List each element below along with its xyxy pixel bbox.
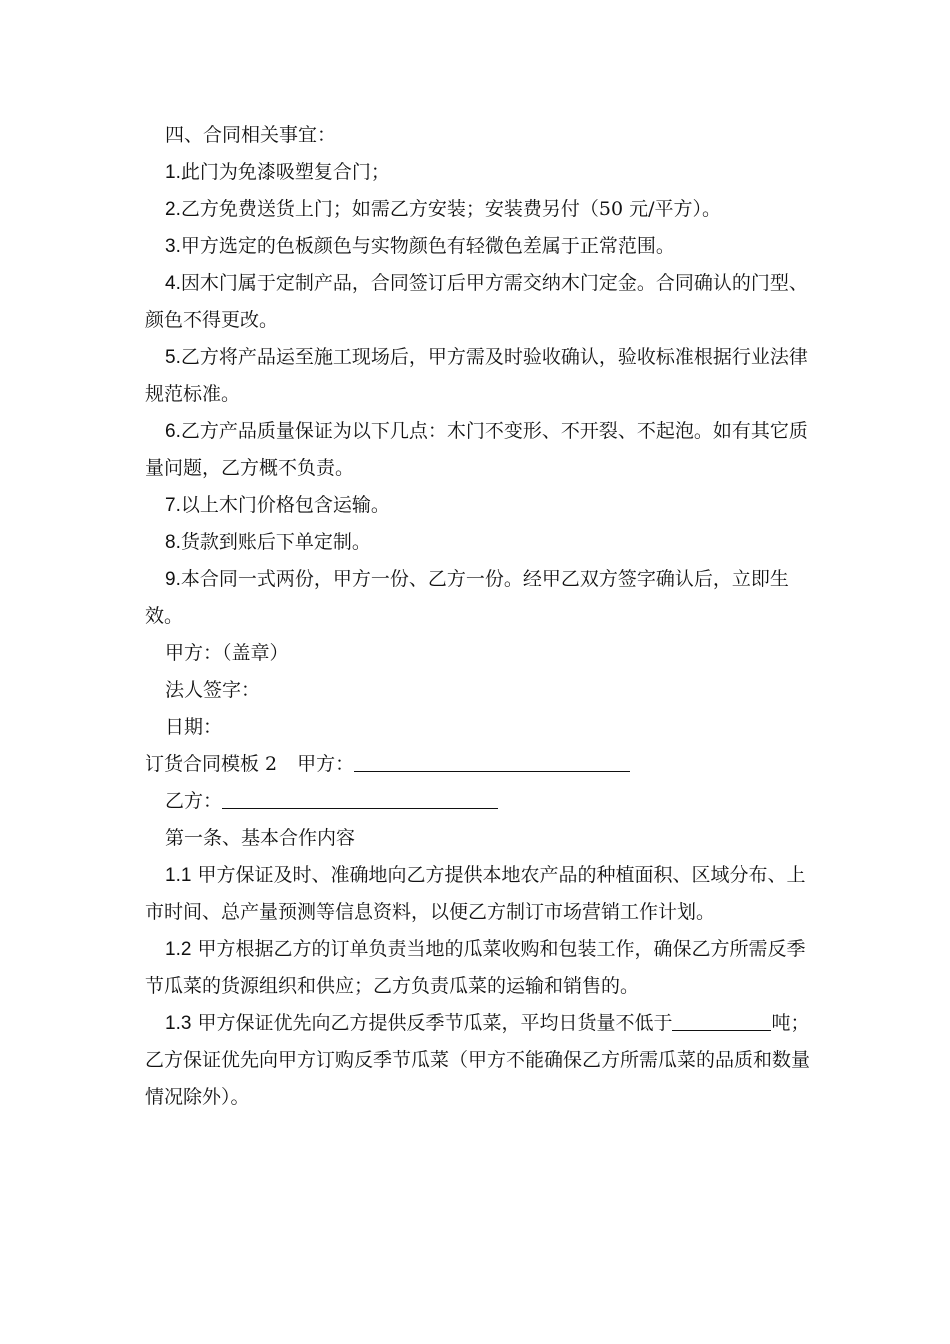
party-b-label: 乙方： — [165, 790, 223, 812]
quantity-blank — [672, 1010, 716, 1031]
legal-signature-label: 法人签字： — [165, 679, 261, 701]
date-label: 日期： — [165, 716, 223, 738]
party-b-line — [145, 783, 820, 820]
clause-item — [145, 931, 820, 1005]
list-item — [145, 154, 820, 191]
clause-number: 1.1 — [165, 865, 192, 886]
item-text: 货款到账后下单定制。 — [180, 531, 371, 553]
clause-text: 吨；乙方保证优先向甲方订购反季节瓜菜（甲方不能确保乙方所需瓜菜的品质和数量情况除外）。 — [145, 1012, 811, 1108]
item-text: 甲方选定的色板颜色与实物颜色有轻微色差属于正常范围。 — [180, 235, 675, 257]
item-text: 乙方免费送货上门；如需乙方安装；安装费另付（50 元/平方）。 — [180, 198, 721, 220]
article-heading: 第一条、基本合作内容 — [165, 827, 356, 849]
template-title: 订货合同模板 2 — [145, 753, 278, 775]
clause-number: 1.2 — [165, 939, 192, 960]
item-number: 5. — [165, 347, 181, 368]
list-item — [145, 228, 820, 265]
item-number: 8. — [165, 532, 181, 553]
section-heading: 四、合同相关事宜： — [165, 124, 337, 146]
clause-number: 1.3 — [165, 1013, 192, 1034]
quantity-blank — [716, 1010, 771, 1031]
item-number: 4. — [165, 273, 181, 294]
clause-text: 甲方保证及时、准确地向乙方提供本地农产品的种植面积、区域分布、上市时间、总产量预测等信息资料，以便乙方制订市场营销工作计划。 — [145, 864, 806, 923]
template-title-line — [145, 746, 820, 783]
item-number: 2. — [165, 199, 181, 220]
item-text: 乙方产品质量保证为以下几点：木门不变形、不开裂、不起泡。如有其它质量问题，乙方概不负责。 — [145, 420, 808, 479]
list-item — [145, 524, 820, 561]
list-item — [145, 561, 820, 635]
item-text: 此门为免漆吸塑复合门； — [180, 161, 390, 183]
party-a-blank — [354, 751, 630, 772]
document-body — [145, 117, 820, 1116]
list-item — [145, 191, 820, 228]
party-b-blank — [222, 788, 498, 809]
clause-text: 甲方保证优先向乙方提供反季节瓜菜，平均日货量不低于 — [197, 1012, 673, 1034]
item-text: 以上木门价格包含运输。 — [180, 494, 390, 516]
clause-item — [145, 1005, 820, 1116]
item-text: 本合同一式两份，甲方一份、乙方一份。经甲乙双方签字确认后，立即生效。 — [145, 568, 789, 627]
item-number: 7. — [165, 495, 181, 516]
clause-item — [145, 857, 820, 931]
list-item — [145, 339, 820, 413]
item-text: 因木门属于定制产品，合同签订后甲方需交纳木门定金。合同确认的门型、颜色不得更改。 — [145, 272, 808, 331]
list-item — [145, 265, 820, 339]
item-text: 乙方将产品运至施工现场后，甲方需及时验收确认，验收标准根据行业法律规范标准。 — [145, 346, 808, 405]
item-number: 9. — [165, 569, 181, 590]
party-a-seal: 甲方：（盖章） — [165, 642, 289, 664]
item-number: 3. — [165, 236, 181, 257]
item-number: 6. — [165, 421, 181, 442]
item-number: 1. — [165, 162, 181, 183]
party-a-label: 甲方： — [297, 753, 355, 775]
clause-text: 甲方根据乙方的订单负责当地的瓜菜收购和包装工作，确保乙方所需反季节瓜菜的货源组织和供应；乙方负责瓜菜的运输和销售的。 — [145, 938, 806, 997]
list-item — [145, 413, 820, 487]
list-item — [145, 487, 820, 524]
